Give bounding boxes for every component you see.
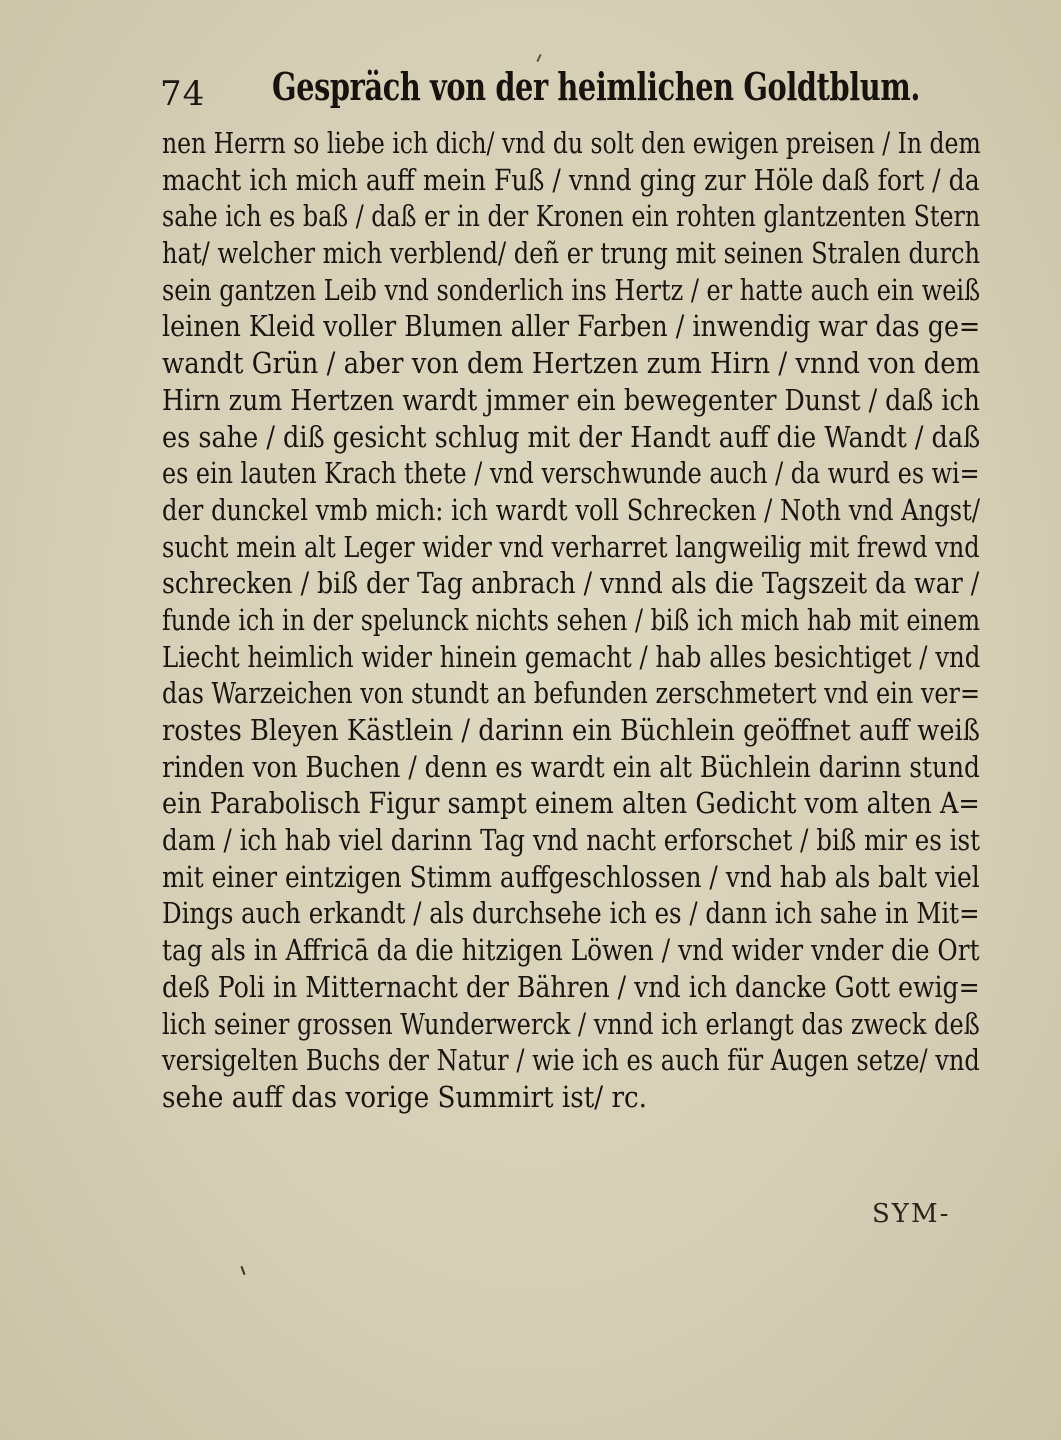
text-line: sahe ich es baß / daß er in der Kronen ein rohten glantzenten Stern [162, 200, 981, 234]
text-line: Liecht heimlich wider hinein gemacht / hab alles besichtiget / vnd [162, 640, 981, 674]
running-title: Gespräch von der heimlichen Goldtblum. [272, 64, 921, 109]
text-line: hat/ welcher mich verblend/ deñ er trung mit seinen Stralen durch [162, 237, 981, 271]
text-line: der dunckel vmb mich: ich wardt voll Schrecken / Noth vnd Angst/ [162, 493, 980, 527]
text-line: macht ich mich auff mein Fuß / vnnd ging zur Höle daß fort / da [162, 163, 980, 197]
text-line: sucht mein alt Leger wider vnd verharret langweilig mit frewd vnd [162, 530, 980, 564]
text-line: rostes Bleyen Kästlein / darinn ein Büchlein geöffnet auff weiß [162, 714, 980, 747]
text-line: funde ich in der spelunck nichts sehen / biß ich mich hab mit einem [162, 603, 980, 637]
text-line: Hirn zum Hertzen wardt jmmer ein bewegenter Dunst / daß ich [162, 383, 980, 417]
text-line: ein Parabolisch Figur sampt einem alten Gedicht vom alten A= [162, 787, 980, 821]
text-line: das Warzeichen von stundt an befunden zerschmetert vnd ein ver= [162, 677, 981, 711]
text-line: versigelten Buchs der Natur / wie ich es auch für Augen setze/ vnd [162, 1044, 980, 1078]
text-line: sehe auff das vorige Summirt ist/ rc. [162, 1080, 648, 1114]
text-line: dam / ich hab viel darinn Tag vnd nacht erforschet / biß mir es ist [162, 824, 981, 858]
ink-speck [241, 1266, 246, 1275]
text-line: wandt Grün / aber von dem Hertzen zum Hirn / vnnd von dem [162, 347, 981, 381]
text-line: mit einer eintzigen Stimm auffgeschlossen / vnd hab als balt viel [162, 860, 980, 894]
text-line: leinen Kleid voller Blumen aller Farben / inwendig war das ge= [162, 310, 981, 344]
text-line: es sahe / diß gesicht schlug mit der Handt auff die Wandt / daß [162, 420, 981, 454]
text-line: schrecken / biß der Tag anbrach / vnnd als die Tagszeit da war / [162, 567, 980, 601]
text-line: sein gantzen Leib vnd sonderlich ins Hertz / er hatte auch ein weiß [162, 273, 981, 307]
text-line: es ein lauten Krach thete / vnd verschwunde auch / da wurd es wi= [162, 457, 980, 491]
page-header [160, 58, 920, 118]
page-number: 74 [160, 74, 206, 114]
body-text [162, 126, 982, 1117]
text-line: deß Poli in Mitternacht der Bähren / vnd ich dancke Gott ewig= [162, 970, 980, 1004]
text-line: rinden von Buchen / denn es wardt ein alt Büchlein darinn stund [162, 750, 980, 784]
text-line: tag als in Affricā da die hitzigen Löwen / vnd wider vnder die Ort [162, 934, 980, 968]
text-line: nen Herrn so liebe ich dich/ vnd du solt den ewigen preisen / In dem [162, 127, 981, 160]
text-line: lich seiner grossen Wunderwerck / vnnd ich erlangt das zweck deß [162, 1007, 980, 1041]
catchword: SYM- [872, 1199, 951, 1229]
text-line: Dings auch erkandt / als durchsehe ich es / dann ich sahe in Mit= [162, 897, 980, 931]
